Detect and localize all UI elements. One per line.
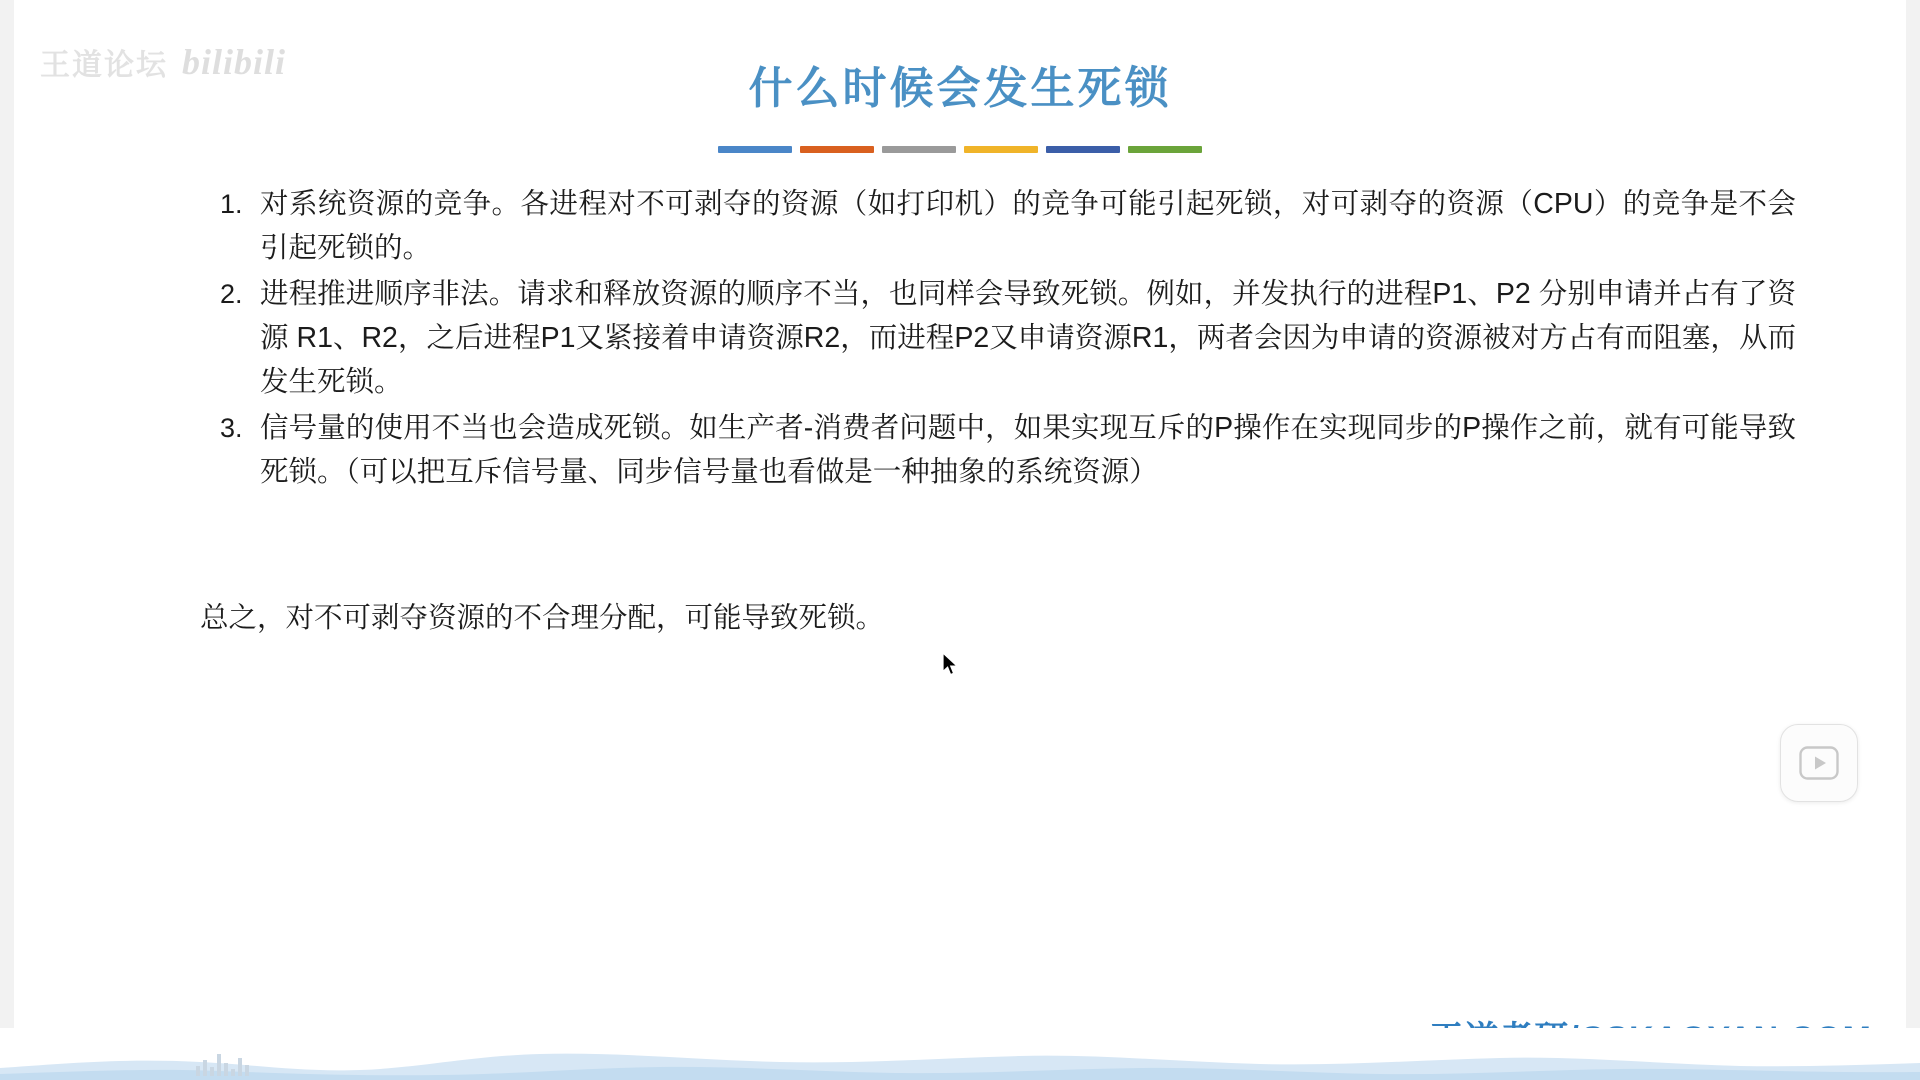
numbered-list xyxy=(196,182,1796,494)
picture-in-picture-button[interactable] xyxy=(1780,724,1858,802)
left-gutter xyxy=(0,0,14,1080)
rule-segment-4 xyxy=(964,146,1038,153)
volume-meter xyxy=(196,1046,249,1076)
summary-text: 总之，对不可剥夺资源的不合理分配，可能导致死锁。 xyxy=(200,602,885,634)
player-strip[interactable] xyxy=(0,1028,1920,1080)
rule-segment-6 xyxy=(1128,146,1202,153)
list-item: 3. 信号量的使用不当也会造成死锁。如生产者-消费者问题中，如果实现互斥的P操作在实现同步的P操作之前，就有可能导致死锁。（可以把互斥信号量、同步信号量也看做是一种抽象的系统资源） xyxy=(250,406,1796,494)
rule-segment-3 xyxy=(882,146,956,153)
audio-waveform xyxy=(0,1038,1920,1080)
picture-in-picture-icon xyxy=(1799,746,1839,780)
rule-segment-1 xyxy=(718,146,792,153)
title-underline-rule xyxy=(718,146,1202,153)
rule-segment-5 xyxy=(1046,146,1120,153)
bilibili-logo: bilibili xyxy=(182,42,287,82)
list-item: 1. 对系统资源的竞争。各进程对不可剥夺的资源（如打印机）的竞争可能引起死锁，对可剥夺的资源（CPU）的竞争是不会引起死锁的。 xyxy=(250,182,1796,270)
mouse-cursor xyxy=(942,652,960,678)
slide-body xyxy=(196,182,1796,496)
right-gutter xyxy=(1906,0,1920,1080)
list-item: 2. 进程推进顺序非法。请求和释放资源的顺序不当，也同样会导致死锁。例如，并发执行的进程P1、P2 分别申请并占有了资源 R1、R2，之后进程P1又紧接着申请资源R2，而进程P2又申请资源R1，两者会因为申请的资源被对方占有而阻塞，从而发生死锁。 xyxy=(250,272,1796,404)
rule-segment-2 xyxy=(800,146,874,153)
watermark-forum-label: 王道论坛 xyxy=(40,49,168,82)
page-title: 什么时候会发生死锁 xyxy=(748,64,1172,113)
